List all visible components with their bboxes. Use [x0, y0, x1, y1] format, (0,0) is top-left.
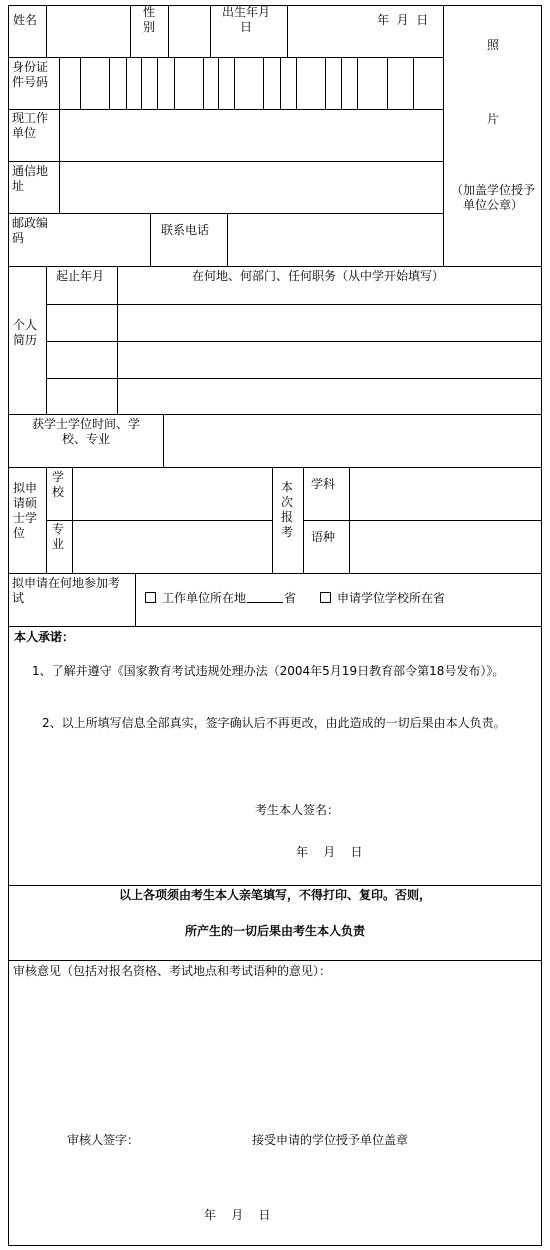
unit-seal-label: 接受申请的学位授予单位盖章 [252, 1133, 409, 1147]
phone-field[interactable] [228, 214, 443, 266]
exam-location-option-work[interactable] [145, 591, 296, 606]
grid-line [210, 5, 211, 58]
grid-line [8, 626, 542, 627]
apply-major-field[interactable] [73, 521, 272, 573]
gender-label: 性 别 [143, 5, 156, 34]
promise-item-2: 2、以上所填写信息全部真实，签字确认后不再更改，由此造成的一切后果由本人负责。 [42, 716, 506, 730]
postcode-label: 邮政编码 [12, 216, 49, 245]
exam-label: 本次报考 [281, 480, 294, 539]
checkbox-work-province[interactable] [145, 592, 156, 603]
photo-label-2: 片 [487, 112, 500, 126]
subject-label: 学科 [311, 477, 336, 491]
bachelor-field[interactable] [164, 415, 542, 467]
notice-line-2: 所产生的一切后果由考生本人负责 [184, 924, 365, 938]
apply-school-field[interactable] [73, 468, 272, 520]
exam-location-label: 拟申请在何地参加考试 [12, 576, 121, 605]
resume-row[interactable] [47, 342, 542, 378]
subject-field[interactable] [350, 468, 542, 520]
name-label: 姓名 [13, 13, 38, 27]
workplace-field[interactable] [60, 110, 443, 161]
resume-col-start: 起止年月 [56, 269, 105, 283]
review-date: 年 月 日 [204, 1208, 271, 1222]
candidate-signature-label: 考生本人签名： [255, 803, 340, 817]
language-field[interactable] [350, 521, 542, 573]
phone-label: 联系电话 [161, 223, 210, 237]
apply-major-label: 专业 [52, 522, 65, 551]
grid-line [135, 573, 136, 627]
grid-line [130, 5, 131, 58]
postcode-field[interactable] [60, 214, 150, 266]
promise-date: 年 月 日 [296, 845, 363, 859]
option-work-suffix: 省 [284, 591, 297, 605]
grid-line [287, 5, 288, 58]
option-work-text: 工作单位所在地 [162, 591, 247, 605]
language-label: 语种 [311, 530, 336, 544]
id-number-field[interactable] [60, 58, 443, 109]
birth-label: 出生年月 日 [222, 5, 271, 34]
candidate-signature-field[interactable] [345, 796, 495, 820]
apply-degree-label: 拟申请硕士学位 [13, 481, 38, 540]
address-label: 通信地址 [12, 164, 49, 193]
option-school-text: 申请学位学校所在省 [337, 591, 446, 605]
province-blank[interactable] [247, 592, 283, 603]
reviewer-signature-label: 审核人签字： [67, 1133, 140, 1147]
resume-label: 个人简历 [13, 318, 38, 347]
grid-line [8, 960, 542, 961]
review-opinion-field[interactable] [9, 982, 541, 1242]
bachelor-label: 获学士学位时间、学校、专业 [31, 417, 140, 446]
birth-date-field[interactable]: 年 月 日 [377, 13, 429, 27]
grid-line [8, 573, 542, 574]
id-number-label: 身份证件号码 [12, 60, 49, 89]
table-border-bottom [8, 1245, 542, 1246]
notice-line-1: 以上各项须由考生本人亲笔填写，不得打印、复印。否则， [118, 888, 431, 902]
workplace-label: 现工作单位 [12, 111, 49, 140]
grid-line [150, 213, 151, 267]
resume-col-detail: 在何地、何部门、任何职务（从中学开始填写） [192, 269, 445, 283]
photo-note: （加盖学位授予单位公章） [450, 183, 535, 212]
promise-title: 本人承诺： [14, 630, 75, 644]
address-field[interactable] [60, 162, 443, 213]
grid-line [8, 885, 542, 886]
gender-field[interactable] [169, 6, 210, 57]
exam-location-option-school[interactable] [320, 591, 445, 606]
review-label: 审核意见（包括对报名资格、考试地点和考试语种的意见）： [13, 964, 332, 978]
promise-item-1: 1、了解并遵守《国家教育考试违规处理办法（2004年5月19日教育部令第18号发布）》。 [32, 664, 505, 678]
name-field[interactable] [47, 6, 130, 57]
resume-row[interactable] [47, 305, 542, 341]
grid-line [8, 266, 542, 267]
checkbox-school-province[interactable] [320, 592, 331, 603]
photo-label-1: 照 [487, 38, 500, 52]
resume-row[interactable] [47, 379, 542, 414]
apply-school-label: 学校 [52, 470, 65, 499]
photo-area[interactable] [444, 6, 541, 266]
